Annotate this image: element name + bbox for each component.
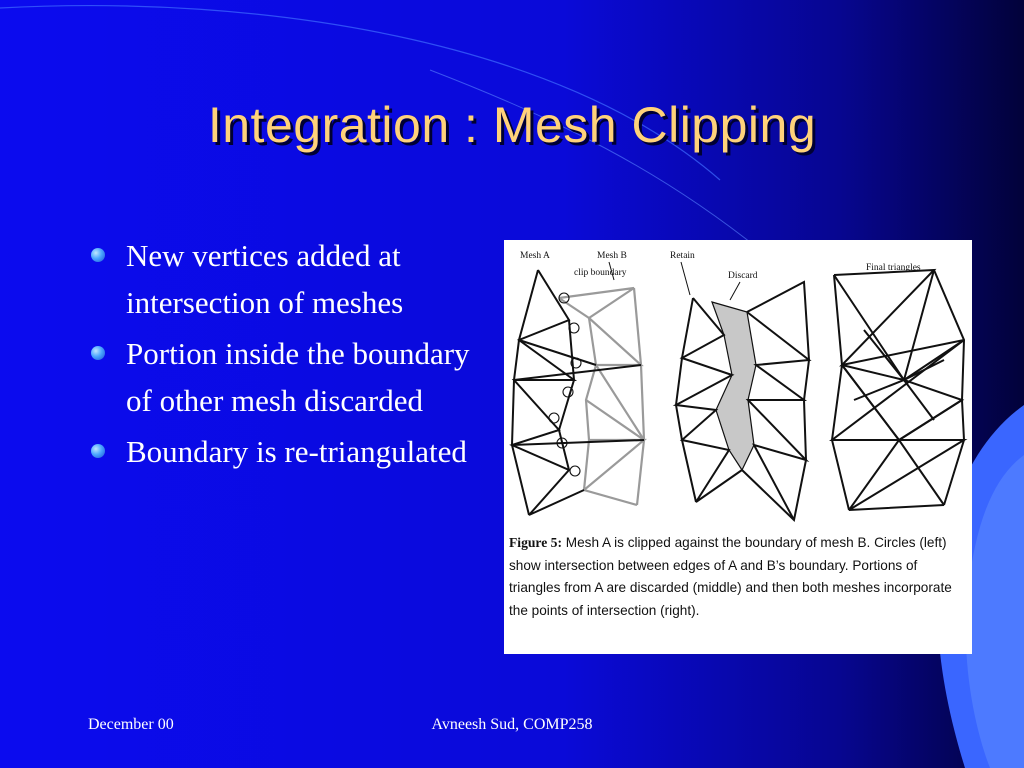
label-discard: Discard — [728, 271, 758, 281]
figure-caption — [509, 532, 967, 622]
bullet-list — [88, 232, 498, 479]
bullet-item — [88, 232, 498, 326]
label-mesh-a: Mesh A — [520, 251, 550, 261]
panel-right-mesh — [832, 270, 964, 510]
label-final-triangles: Final triangles — [866, 263, 921, 273]
footer-date: December 00 — [88, 716, 174, 733]
bullet-text: Boundary is re-triangulated — [126, 434, 467, 469]
mesh-clipping-diagram — [504, 240, 972, 530]
slide-title: Integration : Mesh Clipping — [207, 97, 817, 153]
panel-middle-mesh — [676, 282, 809, 520]
footer-author: Avneesh Sud, COMP258 — [431, 716, 593, 733]
bullet-text: New vertices added at intersection of meshes — [126, 238, 404, 320]
bullet-item — [88, 428, 498, 475]
bullet-item — [88, 330, 498, 424]
figure-caption-text: Mesh A is clipped against the boundary of mesh B. Circles (left) show intersection between edges of A and B’s boundary. Portions of triangles from A are discarded (middle) and then both meshes incorporate the points of intersection (right). — [509, 535, 952, 618]
panel-left-mesh — [512, 270, 644, 515]
bullet-dot-icon — [91, 248, 105, 262]
bullet-dot-icon — [91, 444, 105, 458]
figure-panel — [504, 240, 972, 654]
label-clip-boundary: clip boundary — [574, 268, 627, 278]
label-mesh-b: Mesh B — [597, 251, 627, 261]
figure-caption-label: Figure 5: — [509, 535, 562, 550]
bullet-text: Portion inside the boundary of other mesh discarded — [126, 336, 470, 418]
bullet-dot-icon — [91, 346, 105, 360]
label-retain: Retain — [670, 251, 695, 261]
